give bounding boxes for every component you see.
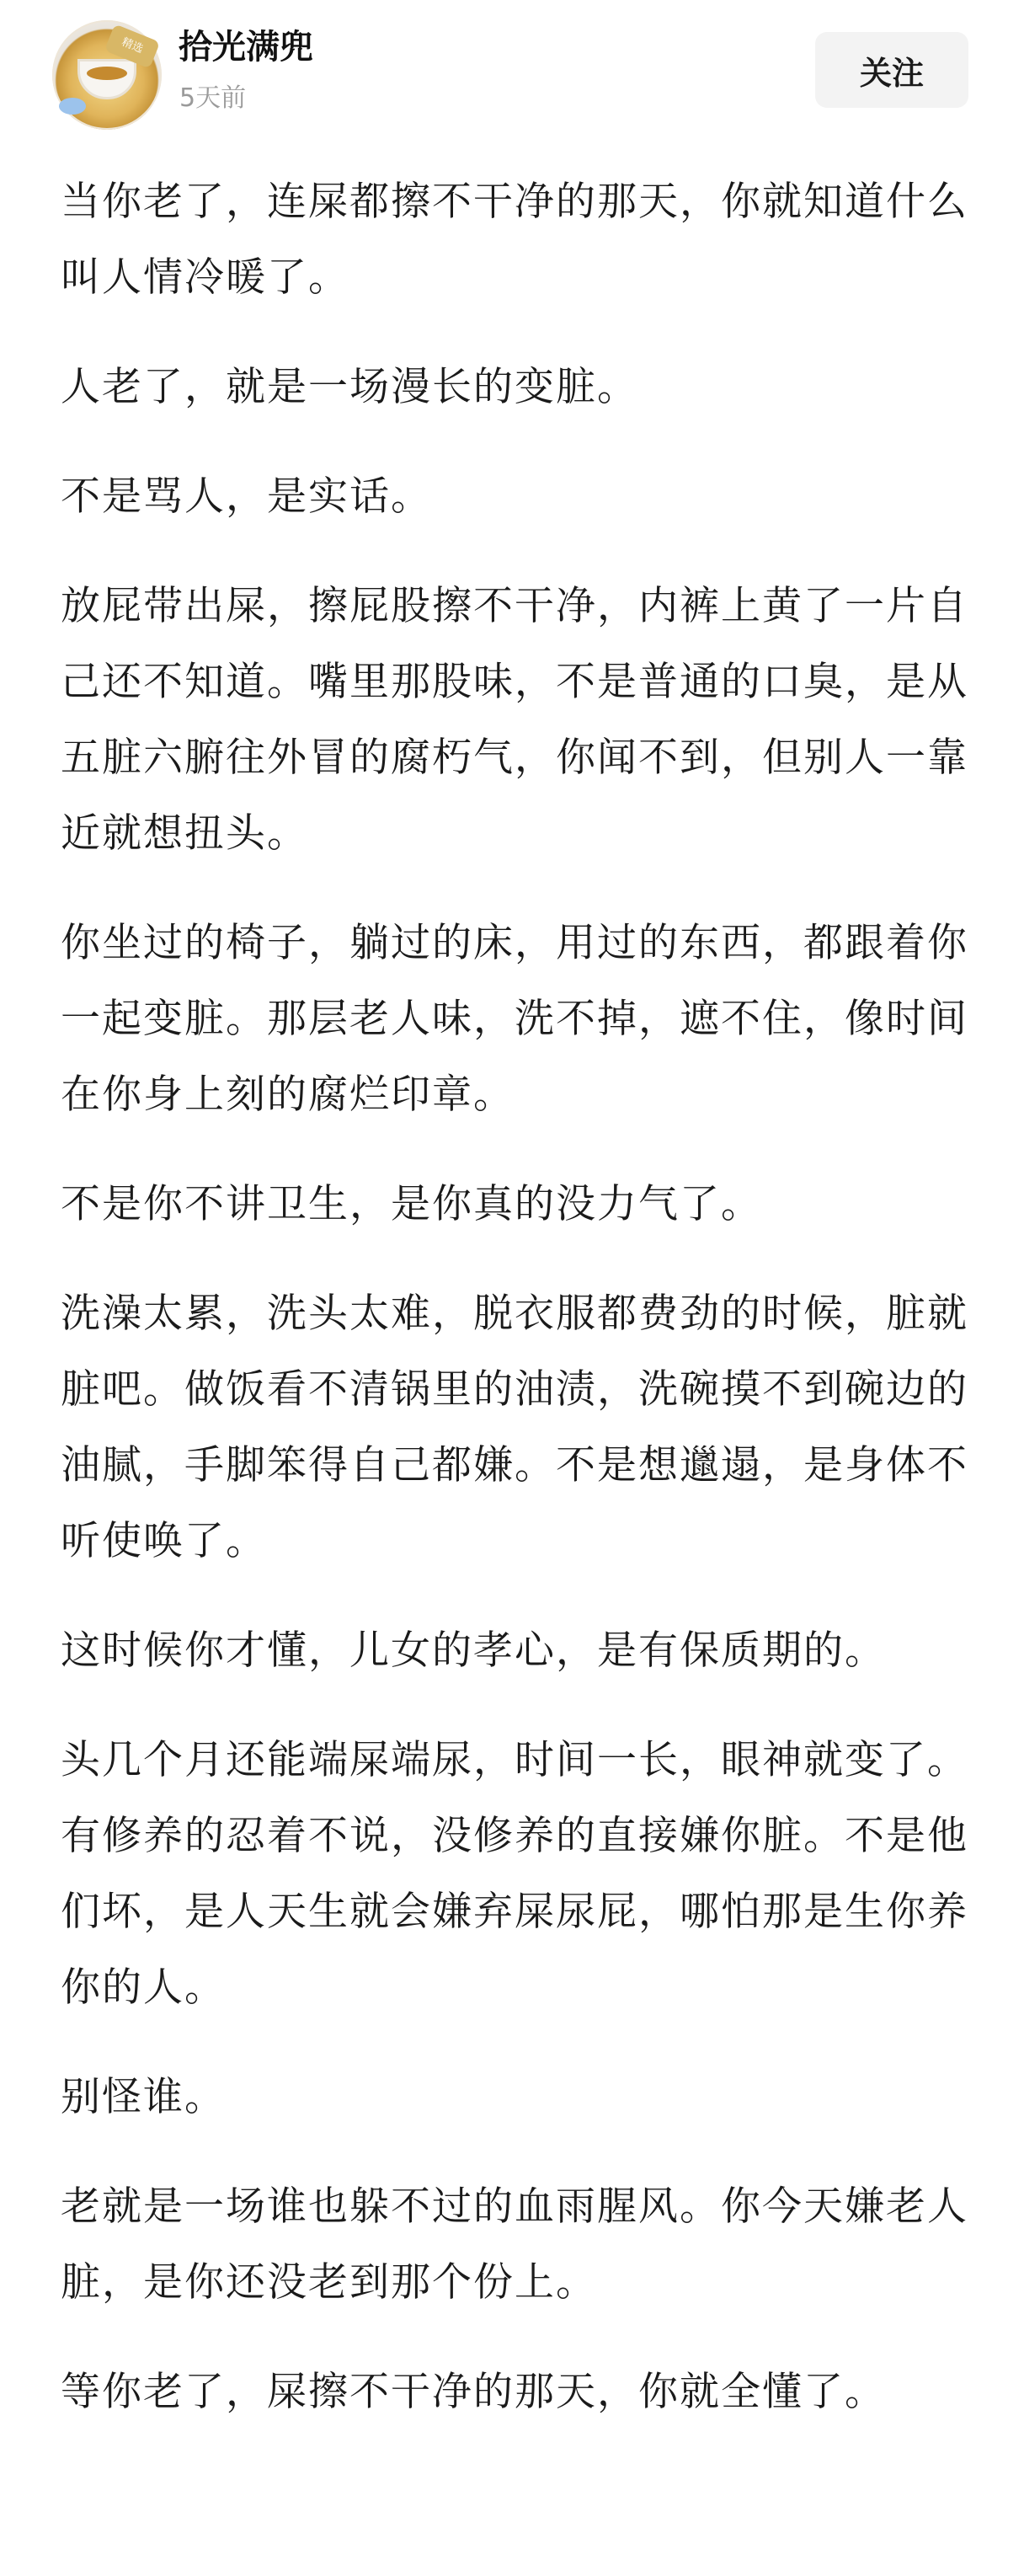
post-paragraph: 这时候你才懂，儿女的孝心，是有保质期的。: [61, 1627, 886, 1674]
post-paragraph: 等你老了，屎擦不干净的那天，你就全懂了。: [61, 2369, 886, 2415]
post-paragraph: 放屁带出屎，擦屁股擦不干净，内裤上黄了一片自己还不知道。嘴里那股味，不是普通的口臭，是从五脏六腑往外冒的腐朽气，你闻不到，但别人一靠近就想扭头。: [61, 583, 968, 857]
post-paragraph: 当你老了，连屎都擦不干净的那天，你就知道什么叫人情冷暖了。: [61, 179, 968, 301]
author-avatar[interactable]: [52, 20, 162, 130]
post-paragraph: 不是你不讲卫生，是你真的没力气了。: [61, 1181, 762, 1227]
post-paragraph: 别怪谁。: [61, 2074, 226, 2120]
coffee-cup-icon: [77, 59, 136, 99]
post-paragraph: 人老了，就是一场漫长的变脏。: [61, 364, 638, 410]
post-paragraph: 洗澡太累，洗头太难，脱衣服都费劲的时候，脏就脏吧。做饭看不清锅里的油渍，洗碗摸不到碗边的油腻，手脚笨得自己都嫌。不是想邋遢，是身体不听使唤了。: [61, 1291, 968, 1564]
post-time: 5天前: [179, 83, 247, 113]
avatar-badge: 精选: [104, 24, 161, 68]
post-content: [61, 164, 970, 2464]
post-header: [0, 0, 1024, 143]
avatar-decoration: [59, 98, 86, 115]
author-name[interactable]: 拾光满兜: [179, 28, 313, 67]
post-paragraph: 你坐过的椅子，躺过的床，用过的东西，都跟着你一起变脏。那层老人味，洗不掉，遮不住，像时间在你身上刻的腐烂印章。: [61, 920, 968, 1118]
post-paragraph: 头几个月还能端屎端尿，时间一长，眼神就变了。有修养的忍着不说，没修养的直接嫌你脏。不是他们坏，是人天生就会嫌弃屎尿屁，哪怕那是生你养你的人。: [61, 1737, 968, 2011]
follow-button[interactable]: 关注: [815, 32, 968, 108]
post-paragraph: 不是骂人，是实话。: [61, 473, 432, 520]
post-paragraph: 老就是一场谁也躲不过的血雨腥风。你今天嫌老人脏，是你还没老到那个份上。: [61, 2183, 968, 2306]
